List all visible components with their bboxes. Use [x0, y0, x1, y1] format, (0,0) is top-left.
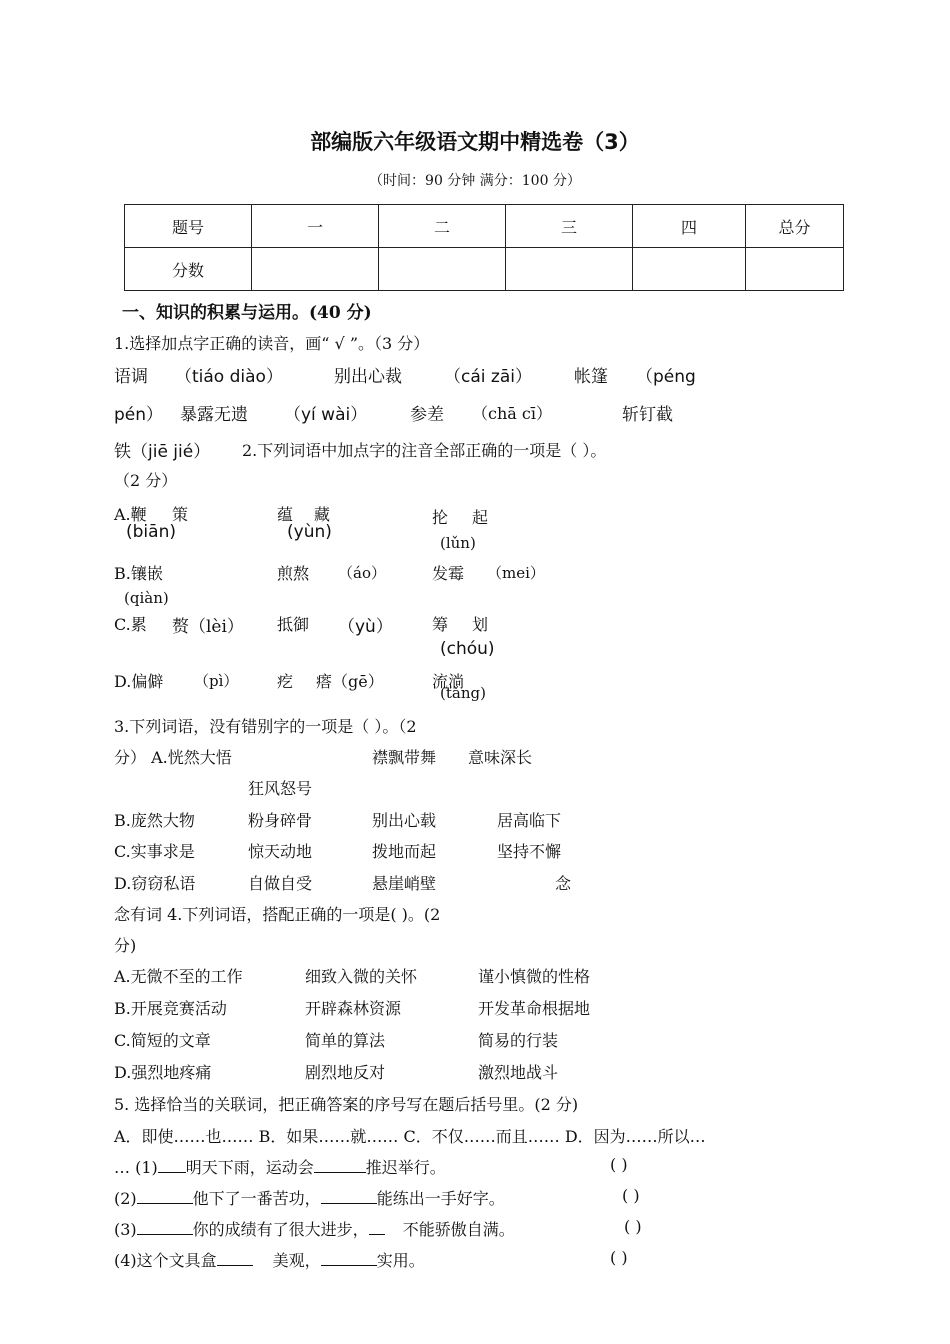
table-cell: 一 [252, 205, 379, 248]
word: 拨地而起 [372, 842, 437, 861]
option-b: B.庞然大物 [114, 811, 195, 830]
word: 流淌 [432, 672, 465, 691]
sentence-number: (4)这个文具盒 [114, 1251, 217, 1270]
word: 抵御 [277, 615, 310, 634]
word: 自做自受 [248, 874, 313, 893]
word: 语调 [114, 367, 148, 387]
table-cell: 三 [506, 205, 633, 248]
table-cell: 题号 [125, 205, 252, 248]
fill-blank[interactable] [321, 1189, 377, 1204]
score-table [124, 204, 844, 291]
word: 帐篷 [574, 367, 608, 387]
page-title: 部编版六年级语文期中精选卷（3） [310, 130, 640, 154]
option-b-label: B.镶嵌 [114, 564, 163, 583]
pinyin: （yí wài） [284, 405, 368, 425]
pinyin: （péng [636, 367, 696, 387]
pinyin: 铁（jiē jié） [114, 442, 211, 462]
word: 瘩（gē） [316, 672, 384, 691]
pinyin: (biān) [126, 522, 176, 542]
sentence-number: (3) [114, 1220, 137, 1239]
option-c-label: C.累 [114, 615, 147, 634]
word: 别出心裁 [334, 367, 402, 387]
word: 意味深长 [468, 748, 533, 767]
option-d-label: D.偏僻 [114, 672, 164, 691]
word: 发霉 [432, 564, 465, 583]
char: 策 [172, 505, 189, 524]
fill-blank[interactable] [137, 1189, 193, 1204]
answer-bracket[interactable]: ( ) [610, 1248, 628, 1267]
fill-blank[interactable] [321, 1251, 377, 1266]
score-input-cell[interactable] [252, 248, 379, 291]
answer-bracket[interactable]: ( ) [610, 1155, 628, 1174]
question-1-stem: 1.选择加点字正确的读音，画“ √ ”。（3 分） [114, 334, 430, 353]
char: 划 [472, 615, 489, 634]
option-a-label: A.鞭 [114, 505, 147, 524]
fill-blank[interactable] [137, 1220, 193, 1235]
pinyin: （pì） [194, 672, 239, 690]
sentence-text: 明天下雨，运动会 [185, 1158, 314, 1177]
word: 参差 [410, 405, 444, 425]
sentence-text: 能练出一手好字。 [376, 1189, 505, 1208]
option-a: 分） A.恍然大悟 [114, 748, 232, 767]
section-heading: 一、知识的积累与运用。(40 分) [122, 303, 372, 323]
score-input-cell[interactable] [746, 248, 844, 291]
word: 暴露无遗 [180, 405, 248, 425]
word: 坚持不懈 [497, 842, 562, 861]
word: 念 [555, 874, 572, 893]
pinyin: (yùn) [287, 522, 332, 542]
sentence-2 [114, 1186, 505, 1209]
word: 简易的行装 [478, 1031, 559, 1050]
question-5-options: A．即使……也…… B．如果……就…… C．不仅……而且…… D．因为……所以… [114, 1127, 706, 1146]
table-cell: 分数 [125, 248, 252, 291]
fill-blank[interactable] [369, 1220, 385, 1235]
word: 谨小慎微的性格 [478, 967, 591, 986]
sentence-number: (2) [114, 1189, 137, 1208]
pinyin: (chóu) [440, 639, 495, 659]
option-c: C.简短的文章 [114, 1031, 211, 1050]
word: 简单的算法 [305, 1031, 386, 1050]
option-d: D.强烈地疼痛 [114, 1063, 212, 1082]
table-cell: 二 [379, 205, 506, 248]
char: 筹 [432, 615, 449, 634]
char: 藏 [314, 505, 331, 524]
word: 激烈地战斗 [478, 1063, 559, 1082]
sentence-4 [114, 1248, 425, 1271]
sentence-3 [114, 1217, 515, 1240]
score-input-cell[interactable] [379, 248, 506, 291]
sentence-number: … (1) [114, 1158, 158, 1177]
word: 惊天动地 [248, 842, 313, 861]
pinyin: （áo） [338, 564, 386, 582]
score-input-cell[interactable] [633, 248, 746, 291]
pinyin: （yù） [338, 617, 393, 637]
word: 别出心载 [372, 811, 437, 830]
question-5-stem: 5. 选择恰当的关联词，把正确答案的序号写在题后括号里。(2 分) [114, 1095, 579, 1114]
sentence-text: 不能骄傲自满。 [402, 1220, 515, 1239]
question-2-score: （2 分） [114, 471, 178, 490]
word: 悬崖峭壁 [372, 874, 437, 893]
word: 居高临下 [497, 811, 562, 830]
sentence-1 [114, 1155, 446, 1178]
word: 狂风怒号 [248, 779, 313, 798]
table-row [125, 248, 844, 291]
pinyin: pén） [114, 405, 164, 425]
pinyin: （tiáo diào） [175, 367, 283, 387]
pinyin: (tǎng) [440, 684, 486, 702]
char: 蕴 [277, 505, 294, 524]
word: 煎熬 [277, 564, 310, 583]
word: 粉身碎骨 [248, 811, 313, 830]
answer-bracket[interactable]: ( ) [622, 1186, 640, 1205]
table-cell: 四 [633, 205, 746, 248]
char: 疙 [277, 672, 294, 691]
word: 细致入微的关怀 [305, 967, 418, 986]
pinyin: （chā cī） [472, 404, 552, 423]
fill-blank[interactable] [314, 1158, 366, 1173]
option-a: A.无微不至的工作 [114, 967, 243, 986]
option-d: D.窃窃私语 [114, 874, 196, 893]
pinyin: (qiàn) [124, 589, 169, 607]
question-3-stem: 3.下列词语，没有错别字的一项是（ ）。（2 [114, 717, 417, 736]
question-4-stem: 念有词 4.下列词语，搭配正确的一项是( )。(2 [114, 905, 441, 924]
char: 起 [472, 508, 489, 527]
answer-bracket[interactable]: ( ) [624, 1217, 642, 1236]
fill-blank[interactable] [158, 1158, 186, 1173]
pinyin: （mei） [487, 564, 545, 582]
word: 赘（lèi） [172, 617, 244, 637]
table-row [125, 205, 844, 248]
question-4-score: 分) [114, 936, 137, 955]
pinyin: （cái zāi） [444, 367, 532, 387]
sentence-text: 美观， [272, 1251, 321, 1270]
sentence-text: 你的成绩有了很大进步， [192, 1220, 369, 1239]
char: 抡 [432, 508, 449, 527]
score-input-cell[interactable] [506, 248, 633, 291]
word: 斩钉截 [622, 405, 673, 425]
pinyin: (lǔn) [440, 534, 476, 552]
fill-blank[interactable] [217, 1251, 253, 1266]
sentence-text: 实用。 [376, 1251, 425, 1270]
question-2-stem: 2.下列词语中加点字的注音全部正确的一项是（ ）。 [242, 441, 607, 460]
option-c: C.实事求是 [114, 842, 195, 861]
word: 开发革命根据地 [478, 999, 591, 1018]
word: 剧烈地反对 [305, 1063, 386, 1082]
table-cell: 总分 [746, 205, 844, 248]
sentence-text: 他下了一番苦功， [192, 1189, 321, 1208]
word: 开辟森林资源 [305, 999, 402, 1018]
option-b: B.开展竞赛活动 [114, 999, 227, 1018]
sentence-text: 推迟举行。 [365, 1158, 446, 1177]
exam-info: （时间：90 分钟 满分：100 分） [369, 173, 581, 189]
word: 襟飘带舞 [372, 748, 437, 767]
